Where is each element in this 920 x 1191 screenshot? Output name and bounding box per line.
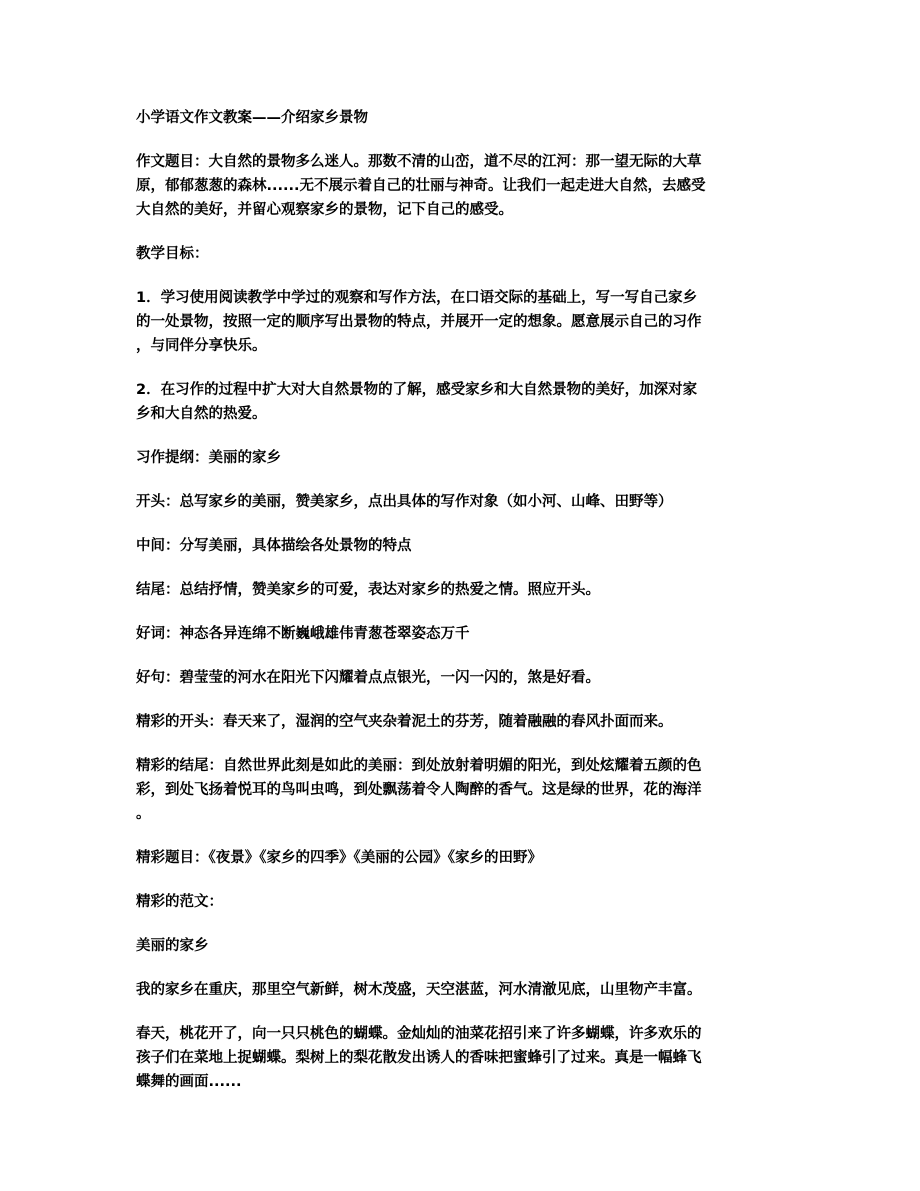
- essay-paragraph-2: 春天，桃花开了，向一只只桃色的蝴蝶。金灿灿的油菜花招引来了许多蝴蝶，许多欢乐的 孩子们在菜地上捉蝴蝶。梨树上的梨花散发出诱人的香味把蜜蜂引了过来。真是一幅蜂飞 蝶舞的画面......: [136, 1026, 702, 1090]
- sample-essay-heading: 精彩的范文：: [136, 894, 223, 910]
- sample-titles: 精彩题目：《夜景》《家乡的四季》《美丽的公园》《家乡的田野》: [136, 850, 542, 866]
- essay-paragraph-1: 我的家乡在重庆，那里空气新鲜，树木茂盛，天空湛蓝，河水清澈见底，山里物产丰富。: [136, 982, 702, 998]
- teaching-goals-heading: 教学目标：: [136, 246, 209, 262]
- outline-ending: 结尾：总结抒情，赞美家乡的可爱，表达对家乡的热爱之情。照应开头。: [136, 582, 600, 598]
- composition-topic-paragraph: 作文题目：大自然的景物多么迷人。那数不清的山峦，道不尽的江河：那一望无际的大草 原，郁郁葱葱的森林......无不展示着自己的壮丽与神奇。让我们一起走进大自然，去感受 大自然的美好，并留心观察家乡的景物，记下自己的感受。: [136, 154, 706, 218]
- good-sentence: 好句：碧莹莹的河水在阳光下闪耀着点点银光，一闪一闪的，煞是好看。: [136, 670, 600, 686]
- document-page: [136, 106, 784, 1114]
- document-title: 小学语文作文教案——介绍家乡景物: [136, 110, 368, 126]
- outline-opening: 开头：总写家乡的美丽，赞美家乡，点出具体的写作对象（如小河、山峰、田野等）: [136, 494, 673, 510]
- outline-heading: 习作提纲：美丽的家乡: [136, 450, 281, 466]
- goal-item-1: 1．学习使用阅读教学中学过的观察和写作方法，在口语交际的基础上，写一写自己家乡 的一处景物，按照一定的顺序写出景物的特点，并展开一定的想象。愿意展示自己的习作 ，与同伴分享快乐。: [136, 290, 702, 354]
- goal-item-2: 2．在习作的过程中扩大对大自然景物的了解，感受家乡和大自然景物的美好，加深对家 乡和大自然的热爱。: [136, 382, 698, 422]
- outline-middle: 中间：分写美丽，具体描绘各处景物的特点: [136, 538, 412, 554]
- sample-ending: 精彩的结尾：自然世界此刻是如此的美丽：到处放射着明媚的阳光，到处炫耀着五颜的色 彩，到处飞扬着悦耳的鸟叫虫鸣，到处飘荡着令人陶醉的香气。这是绿的世界，花的海洋 。: [136, 758, 702, 822]
- sample-opening: 精彩的开头：春天来了，湿润的空气夹杂着泥土的芬芳，随着融融的春风扑面而来。: [136, 714, 673, 730]
- essay-title: 美丽的家乡: [136, 938, 209, 954]
- good-words: 好词：神态各异连绵不断巍峨雄伟青葱苍翠姿态万千: [136, 626, 470, 642]
